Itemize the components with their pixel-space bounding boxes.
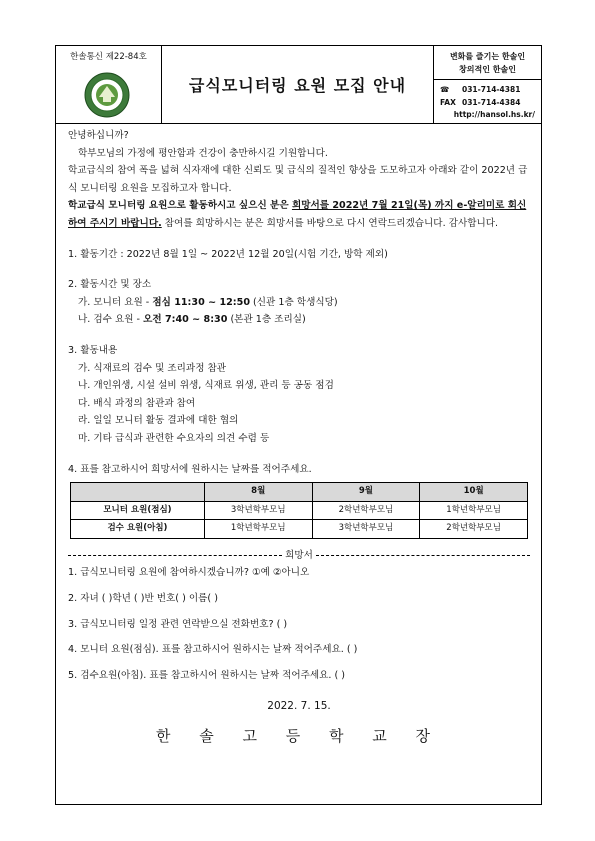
header-issue-cell (56, 46, 162, 123)
form-question-1: 1. 급식모니터링 요원에 참여하시겠습니까? ①예 ②아니오 (68, 567, 310, 579)
application-form (68, 564, 530, 684)
activity-item: 마. 기타 급식과 관련한 수요자의 의견 수렴 등 (78, 432, 270, 444)
fax-label: FAX (440, 97, 456, 107)
activity-time-b: 나. 검수 요원 - 오전 7:40 ~ 8:30 (본관 1층 조리실) (78, 314, 306, 326)
school-motto (434, 46, 541, 80)
motto-line-1: 변화를 즐기는 한솔인 (449, 52, 526, 61)
school-principal-signature: 한 솔 고 등 학 교 장 (155, 727, 443, 746)
phone-icon: ☎ (440, 85, 450, 94)
letter-header (55, 45, 542, 124)
form-question-3: 3. 급식모니터링 일정 관련 연락받으실 전화번호? ( ) (68, 618, 288, 630)
schedule-table (70, 482, 528, 539)
form-divider (68, 547, 530, 565)
form-question-2: 2. 자녀 ( )학년 ( )반 번호( ) 이름( ) (68, 593, 218, 605)
table-header-row (71, 483, 528, 502)
letter-content (68, 127, 530, 746)
form-divider-label: 희망서 (285, 549, 313, 561)
fax-number: 031-714-4384 (462, 97, 521, 107)
activity-item: 가. 식재료의 검수 및 조리과정 참관 (78, 362, 227, 374)
schedule-table-title: 4. 표를 참고하시어 희망서에 원하시는 날짜를 적어주세요. (68, 463, 312, 475)
activity-item: 나. 개인위생, 시설 설비 위생, 식재료 위생, 관리 등 공동 점검 (78, 380, 334, 392)
greeting: 안녕하십니까? (68, 130, 129, 141)
table-row-label: 모니터 요원(점심) (71, 501, 205, 520)
deadline-notice: 희망서를 2022년 7월 21일(목) 까지 e-알리미로 회신하여 주시기 바랍니다. (68, 200, 527, 229)
phone-number: 031-714-4381 (462, 85, 521, 94)
intro-line-3 (68, 197, 530, 232)
table-cell: 2학년학부모님 (312, 501, 420, 520)
form-question-4: 4. 모니터 요원(점심). 표를 참고하시어 원하시는 날짜 적어주세요. ( ) (68, 644, 358, 656)
form-question-5: 5. 검수요원(아침). 표를 참고하시어 원하시는 날짜 적어주세요. ( ) (68, 669, 346, 681)
activity-time-title: 2. 활동시간 및 장소 (68, 279, 152, 291)
activity-period: 1. 활동기간 : 2022년 8월 1일 ~ 2022년 12월 20일(시험 기간, 방학 제외) (68, 248, 388, 260)
header-contact-cell (434, 46, 541, 123)
website-link[interactable]: http://hansol.hs.kr/ (453, 110, 535, 119)
school-emblem-icon (84, 72, 130, 118)
table-header-cell: 10월 (420, 483, 528, 502)
table-row (71, 520, 528, 539)
table-header-cell: 9월 (312, 483, 420, 502)
activity-item: 라. 일일 모니터 활동 결과에 대한 협의 (78, 415, 239, 427)
table-cell: 3학년학부모님 (204, 501, 312, 520)
intro-line-2: 학교급식의 참여 폭을 넓혀 식자재에 대한 신뢰도 및 급식의 질적인 향상을 도모하고자 아래와 같이 2022년 급식 모니터링 요원을 모집하고자 합니다. (68, 165, 528, 194)
activity-time-a: 가. 모니터 요원 - 점심 11:30 ~ 12:50 (신관 1층 학생식당) (78, 296, 338, 308)
table-cell: 1학년학부모님 (420, 501, 528, 520)
issue-number: 한솔통신 제22-84호 (70, 52, 147, 62)
motto-line-2: 창의적인 한솔인 (459, 65, 516, 74)
activity-content-title: 3. 활동내용 (68, 344, 118, 356)
table-row-label: 검수 요원(아침) (71, 520, 205, 539)
intro-bold: 학교급식 모니터링 요원으로 활동하시고 싶으신 분은 (68, 200, 292, 212)
intro-rest: 참여를 희망하시는 분은 희망서를 바탕으로 다시 연락드리겠습니다. 감사합니다. (161, 217, 499, 229)
document-title: 급식모니터링 요원 모집 안내 (162, 46, 434, 123)
table-row (71, 501, 528, 520)
intro-line-1: 학부모님의 가정에 평안함과 건강이 충만하시길 기원합니다. (78, 147, 328, 159)
table-header-cell: 8월 (204, 483, 312, 502)
contact-info (434, 80, 541, 122)
activity-item: 다. 배식 과정의 참관과 참여 (78, 397, 196, 409)
table-header-cell (71, 483, 205, 502)
table-cell: 1학년학부모님 (204, 520, 312, 539)
table-cell: 3학년학부모님 (312, 520, 420, 539)
issue-date: 2022. 7. 15. (267, 700, 331, 713)
table-cell: 2학년학부모님 (420, 520, 528, 539)
